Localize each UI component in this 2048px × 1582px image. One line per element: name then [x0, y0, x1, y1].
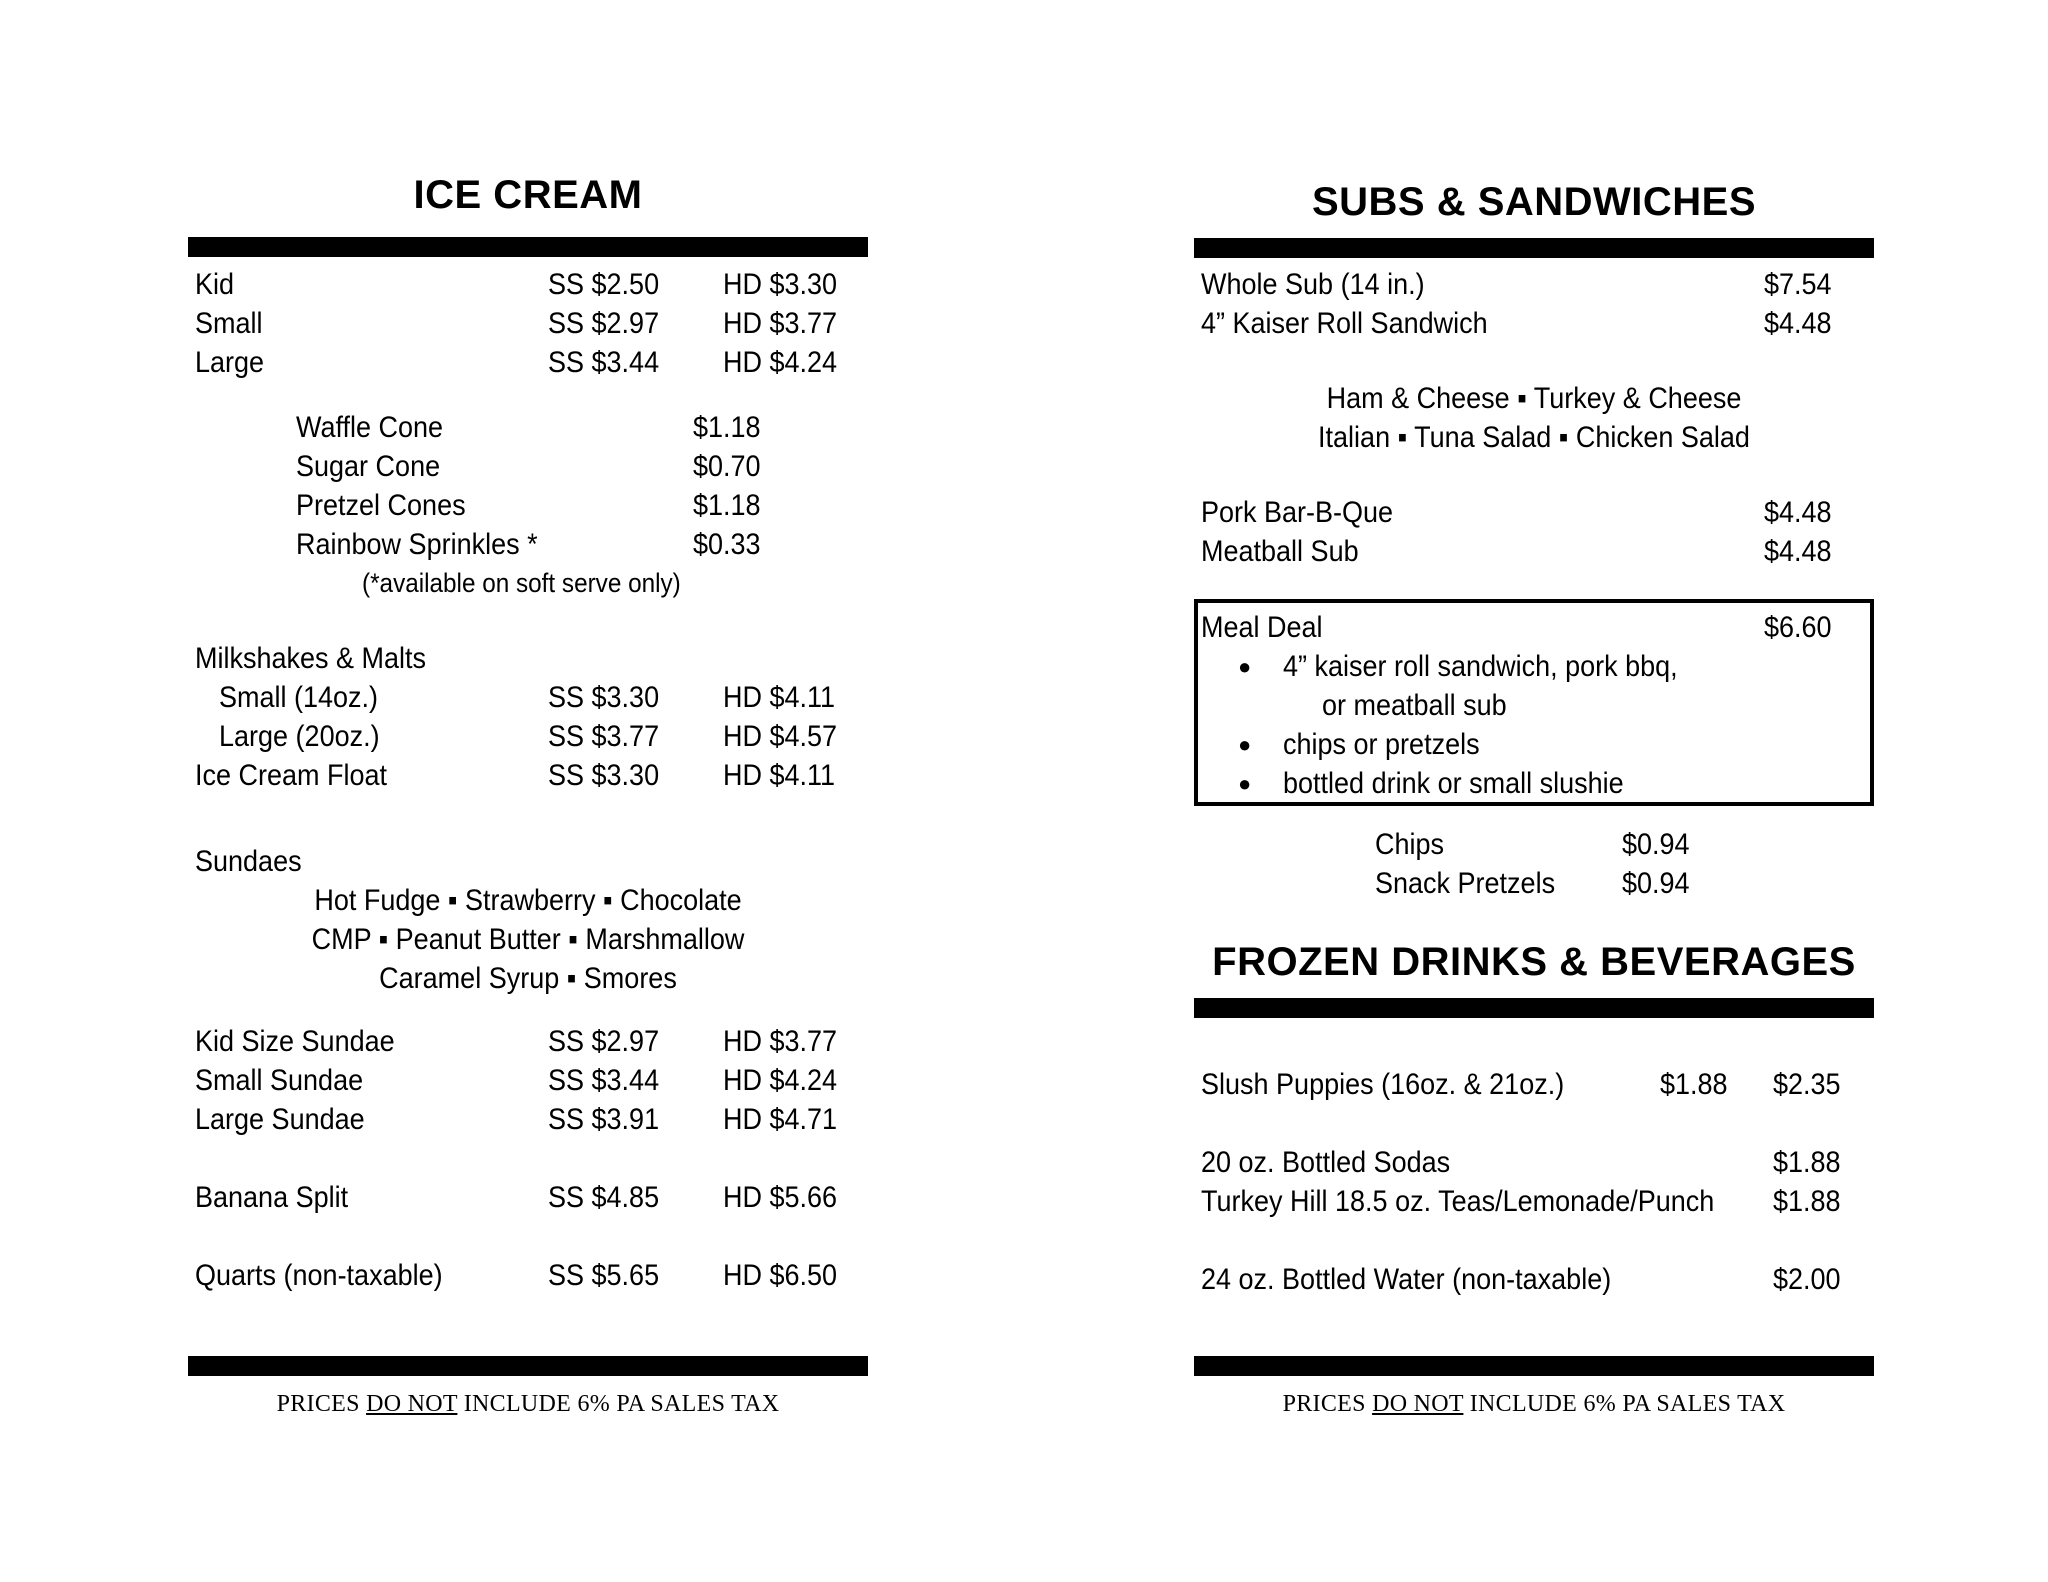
- milkshake-hd-price: HD $4.11: [723, 681, 836, 714]
- water-name: 24 oz. Bottled Water (non-taxable): [1201, 1263, 1612, 1296]
- sundae-ss-price: SS $2.97: [548, 1025, 660, 1058]
- bullet-icon: ●: [1238, 732, 1252, 757]
- float-name: Ice Cream Float: [195, 759, 388, 792]
- sub-name: Pork Bar-B-Que: [1201, 496, 1394, 529]
- float-ss-price: SS $3.30: [548, 759, 660, 792]
- divider-bar: [1194, 998, 1874, 1018]
- meal-deal-item: bottled drink or small slushie: [1283, 767, 1624, 800]
- meal-deal-item: chips or pretzels: [1283, 728, 1480, 761]
- footer-text: PRICES: [1282, 1391, 1373, 1417]
- banana-split-name: Banana Split: [195, 1181, 349, 1214]
- ice-cream-title: ICE CREAM: [413, 173, 643, 217]
- quarts-ss-price: SS $5.65: [548, 1259, 660, 1292]
- sundae-name: Large Sundae: [195, 1103, 365, 1136]
- size-ss-price: SS $3.44: [548, 346, 660, 379]
- footer-text: INCLUDE 6% PA SALES TAX: [1463, 1391, 1786, 1417]
- divider-bar: [1194, 1356, 1874, 1376]
- sundae-hd-price: HD $4.71: [723, 1103, 838, 1136]
- beverage-price: $1.88: [1773, 1185, 1841, 1218]
- bullet-icon: ●: [1238, 771, 1252, 796]
- side-price: $0.94: [1622, 867, 1690, 900]
- size-hd-price: HD $4.24: [723, 346, 838, 379]
- sundae-ss-price: SS $3.91: [548, 1103, 660, 1136]
- size-hd-price: HD $3.77: [723, 307, 838, 340]
- drinks-title: FROZEN DRINKS & BEVERAGES: [1212, 940, 1856, 984]
- sundae-name: Small Sundae: [195, 1064, 364, 1097]
- sandwich-varieties-line: Italian ▪ Tuna Salad ▪ Chicken Salad: [1318, 421, 1750, 454]
- meal-deal-item: 4” kaiser roll sandwich, pork bbq,: [1283, 650, 1678, 683]
- milkshake-ss-price: SS $3.77: [548, 720, 660, 753]
- sub-name: Meatball Sub: [1201, 535, 1359, 568]
- sundae-hd-price: HD $3.77: [723, 1025, 838, 1058]
- float-hd-price: HD $4.11: [723, 759, 836, 792]
- beverage-price: $1.88: [1773, 1146, 1841, 1179]
- side-name: Snack Pretzels: [1375, 867, 1556, 900]
- water-price: $2.00: [1773, 1263, 1841, 1296]
- sundae-toppings-line: CMP ▪ Peanut Butter ▪ Marshmallow: [311, 923, 745, 956]
- meal-deal-name: Meal Deal: [1201, 611, 1323, 644]
- tax-footer: [188, 1391, 868, 1418]
- cone-name: Rainbow Sprinkles *: [296, 528, 538, 561]
- sub-price: $4.48: [1764, 535, 1832, 568]
- sundaes-heading: Sundaes: [195, 845, 302, 878]
- sandwich-varieties-line: Ham & Cheese ▪ Turkey & Cheese: [1326, 382, 1742, 415]
- sub-price: $4.48: [1764, 496, 1832, 529]
- footer-emphasis: DO NOT: [1372, 1391, 1464, 1417]
- quarts-name: Quarts (non-taxable): [195, 1259, 443, 1292]
- sundae-ss-price: SS $3.44: [548, 1064, 660, 1097]
- subs-drinks-panel: [1194, 0, 1874, 1582]
- footer-emphasis: DO NOT: [366, 1391, 458, 1417]
- sundae-name: Kid Size Sundae: [195, 1025, 395, 1058]
- meal-deal-item-continued: or meatball sub: [1322, 689, 1507, 722]
- sub-name: 4” Kaiser Roll Sandwich: [1201, 307, 1488, 340]
- sundae-toppings-line: Caramel Syrup ▪ Smores: [379, 962, 677, 995]
- footer-text: PRICES: [276, 1391, 367, 1417]
- milkshakes-heading: Milkshakes & Malts: [195, 642, 427, 675]
- sub-name: Whole Sub (14 in.): [1201, 268, 1425, 301]
- sub-price: $4.48: [1764, 307, 1832, 340]
- size-hd-price: HD $3.30: [723, 268, 838, 301]
- milkshake-name: Large (20oz.): [219, 720, 380, 753]
- side-price: $0.94: [1622, 828, 1690, 861]
- cone-price: $0.70: [693, 450, 761, 483]
- slush-name: Slush Puppies (16oz. & 21oz.): [1201, 1068, 1565, 1101]
- cone-price: $0.33: [693, 528, 761, 561]
- cone-price: $1.18: [693, 411, 761, 444]
- slush-price-16oz: $1.88: [1660, 1068, 1728, 1101]
- sub-price: $7.54: [1764, 268, 1832, 301]
- side-name: Chips: [1375, 828, 1445, 861]
- banana-split-ss-price: SS $4.85: [548, 1181, 660, 1214]
- banana-split-hd-price: HD $5.66: [723, 1181, 838, 1214]
- slush-price-21oz: $2.35: [1773, 1068, 1841, 1101]
- tax-footer: [1194, 1391, 1874, 1418]
- sundae-hd-price: HD $4.24: [723, 1064, 838, 1097]
- milkshake-hd-price: HD $4.57: [723, 720, 838, 753]
- divider-bar: [188, 237, 868, 257]
- size-name: Kid: [195, 268, 235, 301]
- sprinkles-note: (*available on soft serve only): [362, 568, 681, 598]
- quarts-hd-price: HD $6.50: [723, 1259, 838, 1292]
- beverage-name: Turkey Hill 18.5 oz. Teas/Lemonade/Punch: [1201, 1185, 1715, 1218]
- cone-name: Pretzel Cones: [296, 489, 466, 522]
- cone-name: Sugar Cone: [296, 450, 441, 483]
- ice-cream-panel: [188, 0, 868, 1582]
- cone-name: Waffle Cone: [296, 411, 444, 444]
- beverage-name: 20 oz. Bottled Sodas: [1201, 1146, 1451, 1179]
- size-ss-price: SS $2.97: [548, 307, 660, 340]
- milkshake-name: Small (14oz.): [219, 681, 379, 714]
- meal-deal-price: $6.60: [1764, 611, 1832, 644]
- footer-text: INCLUDE 6% PA SALES TAX: [457, 1391, 780, 1417]
- sundae-toppings-line: Hot Fudge ▪ Strawberry ▪ Chocolate: [314, 884, 742, 917]
- size-ss-price: SS $2.50: [548, 268, 660, 301]
- divider-bar: [1194, 238, 1874, 258]
- size-name: Large: [195, 346, 265, 379]
- subs-title: SUBS & SANDWICHES: [1311, 180, 1757, 224]
- milkshake-ss-price: SS $3.30: [548, 681, 660, 714]
- divider-bar: [188, 1356, 868, 1376]
- size-name: Small: [195, 307, 263, 340]
- bullet-icon: ●: [1238, 654, 1252, 679]
- cone-price: $1.18: [693, 489, 761, 522]
